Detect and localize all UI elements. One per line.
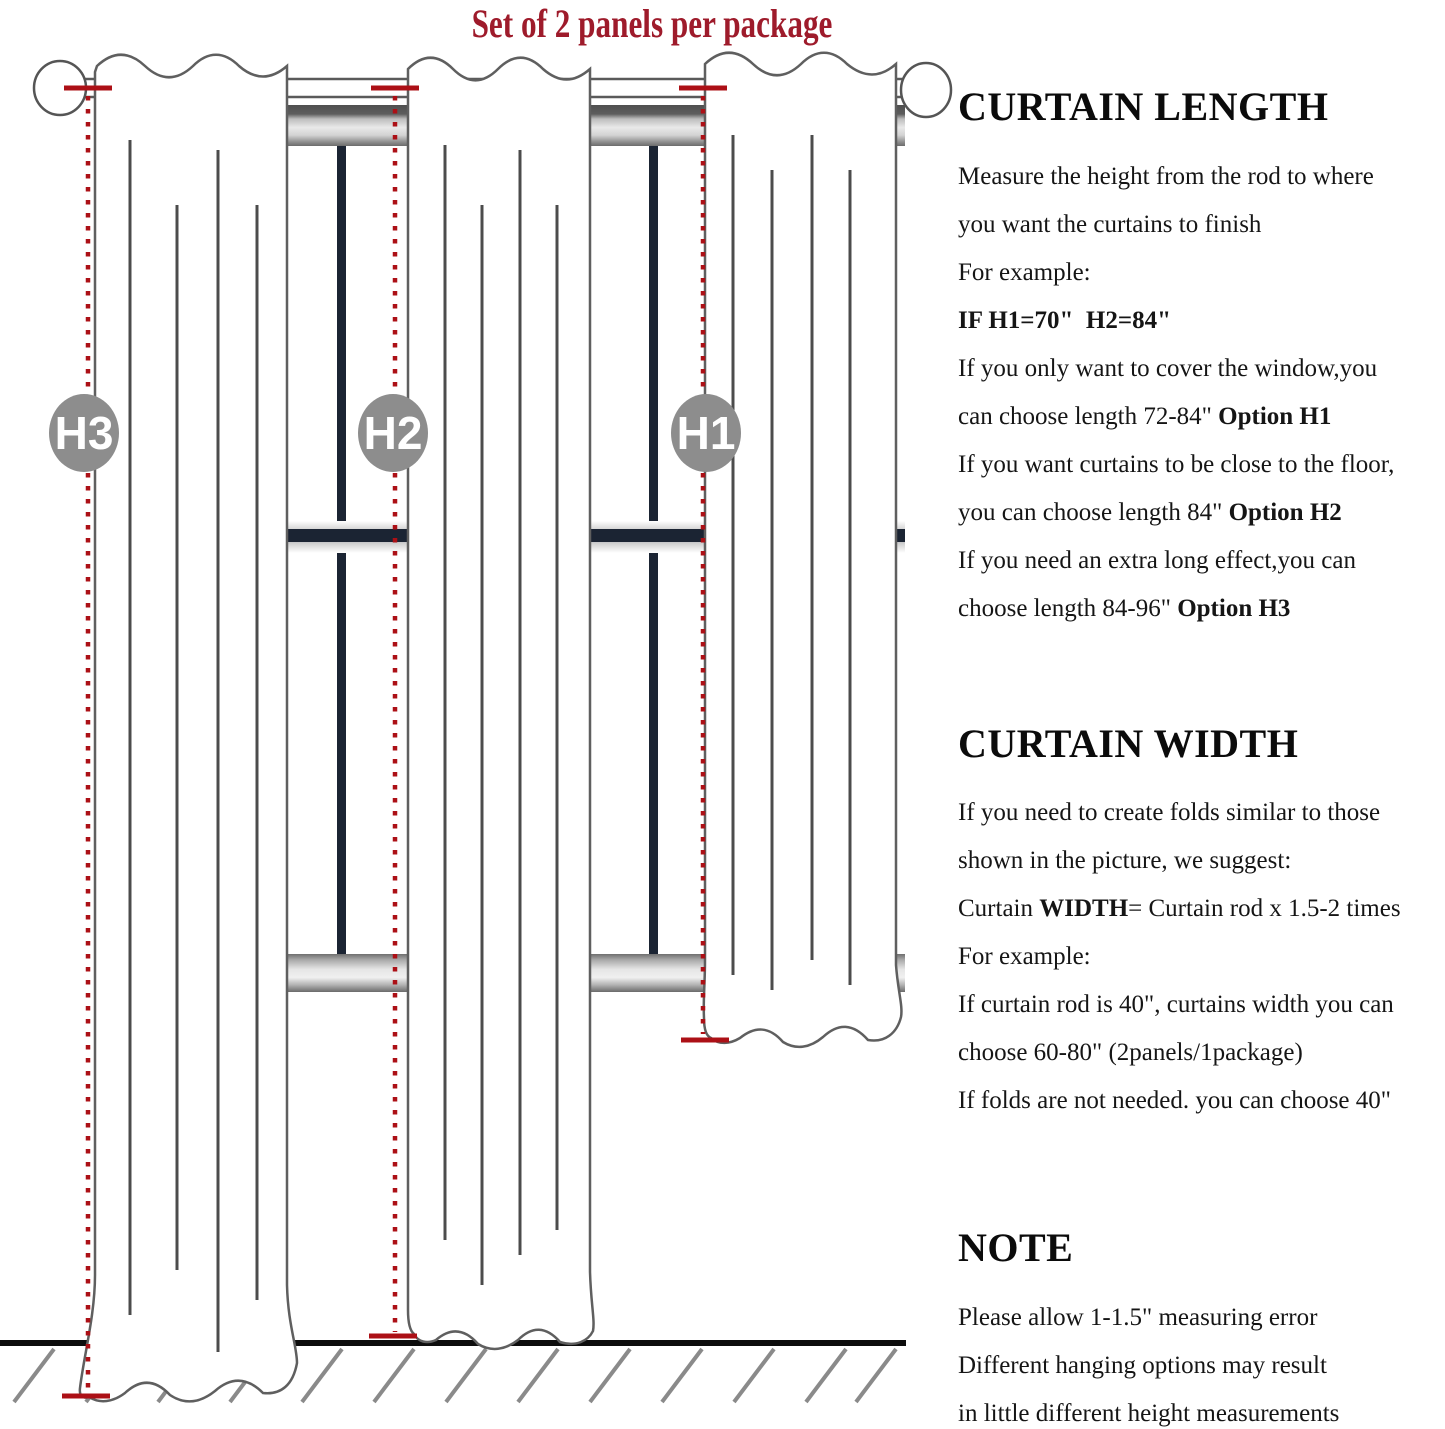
marker-h2-label: H2 xyxy=(363,407,423,459)
text-line: If curtain rod is 40", curtains width you can xyxy=(958,991,1394,1018)
text-line: choose length 84-96" Option H3 xyxy=(958,595,1291,622)
text-line: If folds are not needed. you can choose 40" xyxy=(958,1087,1391,1114)
paragraph-note xyxy=(958,1294,1441,1429)
marker-h3 xyxy=(49,394,119,472)
text-line: If you need an extra long effect,you can xyxy=(958,547,1356,574)
text-line: Measure the height from the rod to where xyxy=(958,163,1374,190)
text-line: in little different height measurements xyxy=(958,1400,1340,1427)
text-line: If you only want to cover the window,you xyxy=(958,355,1378,382)
text-line: you want the curtains to finish xyxy=(958,211,1262,238)
heading-curtain-width: CURTAIN WIDTH xyxy=(958,721,1299,766)
text-line: For example: xyxy=(958,259,1091,286)
text-line: IF H1=70" H2=84" xyxy=(958,307,1171,334)
text-line: Curtain WIDTH= Curtain rod x 1.5-2 times xyxy=(958,895,1401,922)
text-line: you can choose length 84" Option H2 xyxy=(958,499,1342,526)
text-line: shown in the picture, we suggest: xyxy=(958,847,1292,874)
paragraph-curtain-length xyxy=(958,153,1441,633)
text-line: If you need to create folds similar to those xyxy=(958,799,1381,826)
heading-curtain-length: CURTAIN LENGTH xyxy=(958,84,1329,129)
marker-h1-label: H1 xyxy=(676,407,736,459)
curtain-panel-h3 xyxy=(80,55,297,1402)
marker-h2 xyxy=(358,394,428,472)
text-line: choose 60-80" (2panels/1package) xyxy=(958,1039,1303,1066)
rod-finial-right xyxy=(901,63,951,117)
heading-note: NOTE xyxy=(958,1225,1074,1270)
marker-h3-label: H3 xyxy=(54,407,114,459)
marker-h1 xyxy=(671,394,741,472)
curtain-panel-h2 xyxy=(408,58,594,1349)
text-line: Please allow 1-1.5" measuring error xyxy=(958,1304,1318,1331)
text-line: Different hanging options may result xyxy=(958,1352,1327,1379)
text-line: If you want curtains to be close to the floor, xyxy=(958,451,1395,478)
text-line: For example: xyxy=(958,943,1091,970)
page-title: Set of 2 panels per package xyxy=(471,1,833,46)
paragraph-curtain-width xyxy=(958,789,1441,1125)
text-line: can choose length 72-84" Option H1 xyxy=(958,403,1332,430)
